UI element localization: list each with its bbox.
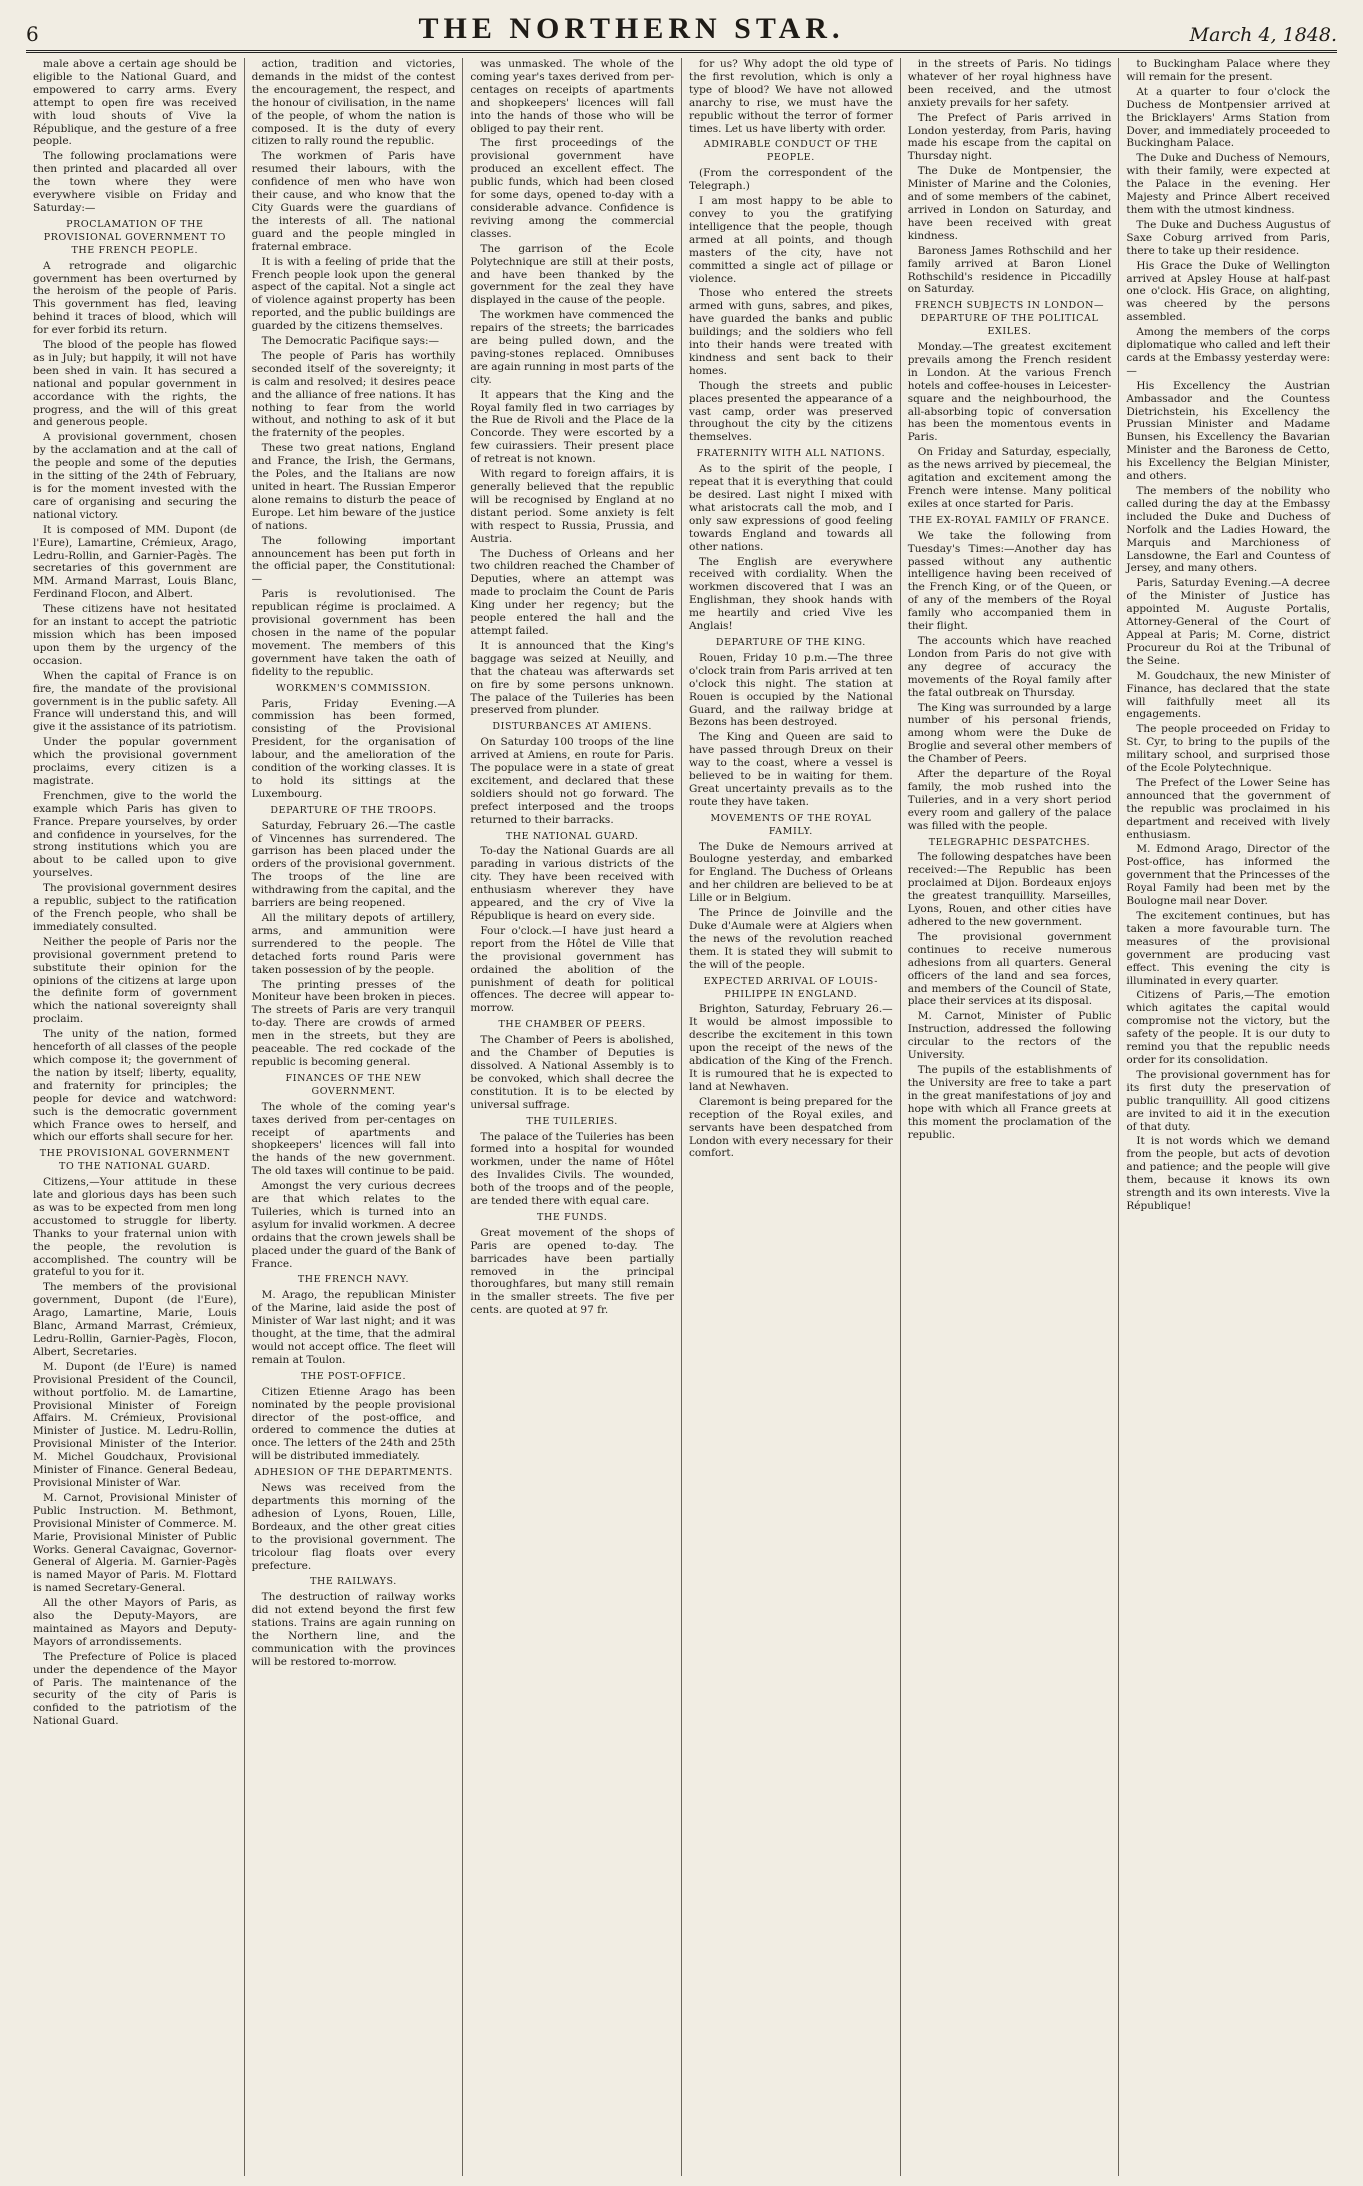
article-paragraph: The workmen of Paris have resumed their labours, with the confidence of men who have won their cause, and who know that the City Guards were the guardians of the interests of all. The national guard and the people mingled in fraternal embrace. — [251, 150, 456, 253]
masthead-rule — [26, 50, 1337, 53]
article-paragraph: The King and Queen are said to have passed through Dreux on their way to the coast, where a vessel is believed to be in waiting for them. Great uncertainty prevails as to the route they have taken. — [689, 731, 893, 808]
article-paragraph: Claremont is being prepared for the reception of the Royal exiles, and servants have been despatched from London with every necessary for their comfort. — [689, 1095, 893, 1160]
section-heading: THE CHAMBER OF PEERS. — [498, 1019, 646, 1031]
article-paragraph: The printing presses of the Moniteur have been broken in pieces. The streets of Paris are very tranquil to-day. There are crowds of armed men in the streets, but they are peaceable. The red cockade of the republic is becoming general. — [251, 978, 456, 1068]
article-paragraph: The provisional government continues to receive numerous adhesions from all quarters. General officers of the land and sea forces, and members of the Council of State, place their services at its disposal. — [907, 930, 1112, 1008]
article-paragraph: It is composed of MM. Dupont (de l'Eure), Lamartine, Crémieux, Arago, Ledru-Rollin, and Garnier-Pagès. The secretaries of this government are MM. Armand Marrast, Louis Blanc, Ferdinand Flocon, and Albert. — [33, 523, 237, 601]
article-paragraph: As to the spirit of the people, I repeat that it is everything that could be desired. Last night I mixed with what aristocrats call the mob, and I only saw expressions of good feeling towards England and towards all other nations. — [689, 463, 893, 553]
article-paragraph: We take the following from Tuesday's Times:—Another day has passed without any authentic intelligence having been received of the French King, or of the Queen, or of any of the members of the Royal family who accompanied them in their flight. — [907, 529, 1112, 633]
article-paragraph: The Duke de Nemours arrived at Boulogne yesterday, and embarked for England. The Duchess of Orleans and her children are believed to be at Lille or in Belgium. — [689, 840, 893, 905]
article-paragraph: The Chamber of Peers is abolished, and the Chamber of Deputies is dissolved. A National Assembly is to be convoked, which shall decree the constitution. It is to be elected by universal suffrage. — [470, 1034, 675, 1111]
article-paragraph: The provisional government desires a republic, subject to the ratification of the French people, who shall be immediately consulted. — [33, 882, 237, 933]
article-paragraph: to Buckingham Palace where they will remain for the present. — [1126, 58, 1331, 83]
section-heading: FRENCH SUBJECTS IN LONDON—DEPARTURE OF THE POLITICAL EXILES. — [914, 300, 1105, 338]
article-paragraph: The Prefect of Paris arrived in London yesterday, from Paris, having made his escape from the capital on Thursday night. — [907, 111, 1112, 163]
article-paragraph: for us? Why adopt the old type of the first revolution, which is only a type of blood? We have not allowed anarchy to rise, we must have the republic without the terror of former times. Let us have liberty with order. — [689, 58, 893, 135]
section-heading: ADMIRABLE CONDUCT OF THE PEOPLE. — [703, 139, 878, 164]
article-paragraph: Frenchmen, give to the world the example which Paris has given to France. Prepare yourselves, by order and confidence in yourselves, for the strong institutions which you are about to be called upon to give yourselves. — [33, 789, 237, 880]
masthead — [26, 10, 1337, 46]
article-paragraph: To-day the National Guards are all parading in various districts of the city. They have been received with enthusiasm wherever they have appeared, and the cry of Vive la République is heard on every side. — [470, 845, 675, 922]
article-paragraph: The Prefect of the Lower Seine has announced that the government of the republic was proclaimed in his department and received with lively enthusiasm. — [1126, 776, 1331, 841]
column-1 — [26, 58, 245, 2176]
article-paragraph: The members of the nobility who called during the day at the Embassy included the Duke and Duchess of Norfolk and the Ladies Howard, the Marquis and Marchioness of Lansdowne, the Earl and Countess of Jersey, and many others. — [1126, 485, 1331, 575]
article-paragraph: His Excellency the Austrian Ambassador and the Countess Dietrichstein, his Excellency the Prussian Minister and Madame Bunsen, his Excellency the Bavarian Minister and the Baroness de Cetto, his Excellency the Belgian Minister, and others. — [1126, 379, 1331, 483]
section-heading: DEPARTURE OF THE TROOPS. — [270, 804, 437, 816]
article-paragraph: Great movement of the shops of Paris are opened to-day. The barricades have been partially removed in the principal thoroughfares, but many still remain in the smaller streets. The five per cents. are quoted at 97 fr. — [470, 1226, 675, 1317]
article-paragraph: All the other Mayors of Paris, as also the Deputy-Mayors, are maintained as Mayors and Deputy-Mayors of arrondissements. — [33, 1597, 237, 1648]
section-heading: THE NATIONAL GUARD. — [505, 830, 639, 842]
article-paragraph: All the military depots of artillery, arms, and ammunition were surrendered to the people. The detached forts round Paris were taken possession of by the people. — [251, 912, 456, 976]
article-paragraph: The provisional government has for its first duty the preservation of public tranquillity. All good citizens are invited to aid it in the execution of that duty. — [1126, 1068, 1331, 1133]
article-paragraph: Citizen Etienne Arago has been nominated by the people provisional director of the post-office, and ordered to commence the duties at once. The letters of the 24th and 25th will be distributed immediately. — [251, 1385, 456, 1463]
article-paragraph: was unmasked. The whole of the coming year's taxes derived from per-centages on receipts of apartments and shopkeepers' licences will fall into the hands of those who will be obliged to pay their rent. — [470, 58, 675, 135]
article-paragraph: Brighton, Saturday, February 26.—It would be almost impossible to describe the excitement in this town upon the receipt of the news of the abdication of the King of the French. It is rumoured that he is expected to land at Newhaven. — [689, 1003, 893, 1093]
article-paragraph: The Prince de Joinville and the Duke d'Aumale were at Algiers when the news of the revolution reached them. It is stated they will submit to the will of the people. — [689, 907, 893, 971]
page-number: 6 — [26, 22, 39, 46]
article-paragraph: (From the correspondent of the Telegraph.) — [689, 167, 893, 193]
column-5 — [901, 58, 1120, 2176]
article-paragraph: M. Carnot, Provisional Minister of Public Instruction. M. Bethmont, Provisional Minister of Commerce. M. Marie, Provisional Minister of Public Works. General Cavaignac, Governor-General of Algeria. M. Garnier-Pagès is named Mayor of Paris. M. Flottard is named Secretary-General. — [33, 1491, 237, 1595]
article-paragraph: Paris is revolutionised. The republican régime is proclaimed. A provisional government has been chosen in the name of the popular movement. The members of this government have taken the oath of fidelity to the republic. — [251, 588, 456, 678]
article-paragraph: The people proceeded on Friday to St. Cyr, to bring to the pupils of the military school, and surprised those of the Ecole Polytechnique. — [1126, 723, 1331, 775]
section-heading: THE FUNDS. — [537, 1211, 608, 1223]
article-paragraph: At a quarter to four o'clock the Duchess de Montpensier arrived at the Bricklayers' Arms Station from Dover, and immediately proceeded to Buckingham Palace. — [1126, 85, 1331, 150]
article-paragraph: It appears that the King and the Royal family fled in two carriages by the Rue de Rivoli and the Place de la Concorde. They were escorted by a few cuirassiers. Their present place of retreat is not known. — [470, 388, 675, 466]
article-paragraph: M. Goudchaux, the new Minister of Finance, has declared that the state will faithfully meet all its engagements. — [1126, 669, 1331, 721]
section-heading: ADHESION OF THE DEPARTMENTS. — [254, 1467, 453, 1479]
section-heading: DISTURBANCES AT AMIENS. — [492, 721, 652, 733]
article-paragraph: After the departure of the Royal family, the mob rushed into the Tuileries, and in a very short period every room and gallery of the palace was filled with the people. — [907, 768, 1112, 832]
section-heading: THE PROVISIONAL GOVERNMENT TO THE NATIONAL GUARD. — [39, 1148, 230, 1173]
article-paragraph: The destruction of railway works did not extend beyond the first few stations. Trains are again running on the Northern line, and the communication with the provinces will be restored to-morrow. — [251, 1591, 456, 1668]
article-paragraph: The excitement continues, but has taken a more favourable turn. The measures of the provisional government are producing vast effect. This evening the city is illuminated in every quarter. — [1126, 910, 1331, 987]
article-paragraph: action, tradition and victories, demands in the midst of the contest the encouragement, the respect, and the honour of civilisation, in the name of the people, of whom the nation is composed. It is the duty of every citizen to rally round the republic. — [251, 58, 456, 148]
article-paragraph: Citizens,—Your attitude in these late and glorious days has been such as was to be expected from men long accustomed to struggle for liberty. Thanks to your fraternal union with the people, the revolution is accomplished. The country will be grateful to you for it. — [33, 1176, 237, 1279]
article-paragraph: Though the streets and public places presented the appearance of a vast camp, order was preserved throughout the city by the citizens themselves. — [689, 379, 893, 444]
article-columns — [26, 58, 1337, 2176]
article-paragraph: Monday.—The greatest excitement prevails among the French resident in London. At the various French hotels and coffee-houses in Leicester-square and the neighbourhood, the all-absorbing topic of conversation has been the momentous events in Paris. — [907, 341, 1112, 444]
article-paragraph: The garrison of the Ecole Polytechnique are still at their posts, and have been thanked by the government for the zeal they have displayed in the cause of the people. — [470, 242, 675, 307]
article-paragraph: The Duke and Duchess Augustus of Saxe Coburg arrived from Paris, there to take up their residence. — [1126, 218, 1331, 257]
article-paragraph: The Democratic Pacifique says:— — [261, 335, 439, 348]
article-paragraph: It is with a feeling of pride that the French people look upon the general aspect of the capital. Not a single act of violence against property has been reported, and the public buildings are guarded by the citizens themselves. — [251, 255, 456, 333]
article-paragraph: The Duke de Montpensier, the Minister of Marine and the Colonies, and of some members of the cabinet, arrived in London on Saturday, and have been received with great kindness. — [907, 165, 1112, 242]
column-6 — [1119, 58, 1337, 2176]
article-paragraph: The blood of the people has flowed as in July; but happily, it will not have been shed in vain. It has secured a national and popular government in accordance with the rights, the progress, and the will of this great and generous people. — [33, 339, 237, 429]
article-paragraph: M. Dupont (de l'Eure) is named Provisional President of the Council, without portfolio. M. de Lamartine, Provisional Minister of Foreign Affairs. M. Crémieux, Provisional Minister of Justice. M. Ledru-Rollin, Provisional Minister of the Interior. M. Michel Goudchaux, Provisional Minister of Finance. General Bedeau, Provisional Minister of War. — [33, 1360, 237, 1489]
article-paragraph: Amongst the very curious decrees are that which relates to the Tuileries, which is turned into an asylum for invalid workmen. A decree ordains that the crown jewels shall be placed under the guard of the Bank of France. — [251, 1180, 456, 1270]
article-paragraph: The Duchess of Orleans and her two children reached the Chamber of Deputies, where an attempt was made to proclaim the Count de Paris King under her regency; but the people entered the hall and the attempt failed. — [470, 547, 675, 637]
article-paragraph: The Prefecture of Police is placed under the dependence of the Mayor of Paris. The maintenance of the security of the city of Paris is confided to the patriotism of the National Guard. — [33, 1650, 237, 1728]
section-heading: THE RAILWAYS. — [310, 1576, 397, 1588]
column-2 — [245, 58, 464, 2176]
article-paragraph: A retrograde and oligarchic government has been overturned by the heroism of the people of Paris. This government has fled, leaving behind it traces of blood, which will for ever forbid its return. — [33, 259, 237, 337]
section-heading: THE TUILERIES. — [526, 1115, 618, 1127]
section-heading: EXPECTED ARRIVAL OF LOUIS-PHILIPPE IN ENGLAND. — [703, 975, 879, 1000]
article-paragraph: The accounts which have reached London from Paris do not give with any degree of accuracy the movements of the Royal family after the fatal outbreak on Thursday. — [907, 634, 1112, 699]
article-paragraph: The members of the provisional government, Dupont (de l'Eure), Arago, Lamartine, Marie, Louis Blanc, Armand Marrast, Crémieux, Ledru-Rollin, Garnier-Pagès, Flocon, Albert, Secretaries. — [33, 1281, 237, 1358]
article-paragraph: The King was surrounded by a large number of his personal friends, among whom were the Duke de Broglie and several other members of the Chamber of Peers. — [907, 701, 1112, 766]
article-paragraph: Four o'clock.—I have just heard a report from the Hôtel de Ville that the provisional government has ordained the abolition of the punishment of death for political offences. The decree will appear to-morrow. — [470, 924, 675, 1015]
article-paragraph: The following proclamations were then printed and placarded all over the town where they were everywhere visible on Friday and Saturday:— — [33, 150, 237, 214]
article-paragraph: The following important announcement has been put forth in the official paper, the Constitutional:— — [251, 534, 456, 586]
section-heading: DEPARTURE OF THE KING. — [715, 636, 866, 648]
column-4 — [682, 58, 901, 2176]
article-paragraph: M. Carnot, Minister of Public Instruction, addressed the following circular to the rectors of the University. — [907, 1010, 1112, 1062]
article-paragraph: M. Arago, the republican Minister of the Marine, laid aside the post of Minister of War last night; and it was thought, at the time, that the admiral would not accept office. The fleet will remain at Toulon. — [251, 1289, 456, 1366]
article-paragraph: The whole of the coming year's taxes derived from per-centages on receipt of apartments and shopkeepers' licences will fall into the hands of the new government. The old taxes will continue to be paid. — [251, 1100, 456, 1178]
article-paragraph: I am most happy to be able to convey to you the gratifying intelligence that the people, though armed at all points, and though masters of the city, have not committed a single act of pillage or violence. — [689, 195, 893, 285]
article-paragraph: Among the members of the corps diplomatique who called and left their cards at the Embassy yesterday were:— — [1126, 326, 1331, 377]
article-paragraph: Neither the people of Paris nor the provisional government pretend to substitute their opinion for the opinions of the citizens at large upon the definite form of government which the national sovereignty shall proclaim. — [33, 935, 237, 1026]
article-paragraph: Under the popular government which the provisional government proclaims, every citizen is a magistrate. — [33, 736, 237, 787]
article-paragraph: Paris, Saturday Evening.—A decree of the Minister of Justice has appointed M. Auguste Portalis, Attorney-General of the Court of Appeal at Paris; M. Corne, district Procureur du Roi at the Tribunal of the Seine. — [1126, 577, 1331, 667]
article-paragraph: The workmen have commenced the repairs of the streets; the barricades are being pulled down, and the paving-stones replaced. Omnibuses are again running in most parts of the city. — [470, 309, 675, 386]
column-3 — [463, 58, 682, 2176]
article-paragraph: M. Edmond Arago, Director of the Post-office, has informed the government that the Princesses of the Royal Family had been met by the Boulogne mail near Dover. — [1126, 843, 1331, 908]
section-heading: THE POST-OFFICE. — [300, 1370, 407, 1382]
newspaper-title: THE NORTHERN STAR. — [418, 12, 845, 45]
article-paragraph: Saturday, February 26.—The castle of Vincennes has surrendered. The garrison has been placed under the orders of the provisional government. The troops of the line are withdrawing from the capital, and the barriers are being reopened. — [251, 819, 456, 910]
section-heading: FINANCES OF THE NEW GOVERNMENT. — [285, 1072, 422, 1097]
article-paragraph: The following despatches have been received:—The Republic has been proclaimed at Dijon. Bordeaux enjoys the greatest tranquillity. Marseilles, Lyons, Rouen, and other cities have adhered to the new government. — [907, 851, 1112, 928]
article-paragraph: On Saturday 100 troops of the line arrived at Amiens, en route for Paris. The populace were in a state of great excitement, and declared that these soldiers should not go forward. The prefect interposed and the troops returned to their barracks. — [470, 736, 675, 826]
article-paragraph: The Duke and Duchess of Nemours, with their family, were expected at the Palace in the evening. Her Majesty and Prince Albert received them with the utmost kindness. — [1126, 152, 1331, 216]
article-paragraph: Citizens of Paris,—The emotion which agitates the capital would compromise not the victory, but the safety of the people. It is our duty to remind you that the republic needs order for its consolidation. — [1126, 989, 1331, 1066]
article-paragraph: The people of Paris has worthily seconded itself of the sovereignty; it is calm and resolved; it desires peace and the alliance of free nations. It has nothing to fear from the world without, and nothing to ask of it but the fraternity of the peoples. — [251, 349, 456, 440]
article-paragraph: The English are everywhere received with cordiality. When the workmen discovered that I was an Englishman, they shook hands with me heartily and cried Vive les Anglais! — [689, 555, 893, 633]
section-heading: WORKMEN'S COMMISSION. — [276, 682, 431, 694]
section-heading: PROCLAMATION OF THE PROVISIONAL GOVERNMENT TO THE FRENCH PEOPLE. — [43, 218, 226, 256]
section-heading: MOVEMENTS OF THE ROYAL FAMILY. — [710, 812, 872, 837]
article-paragraph: It is announced that the King's baggage was seized at Neuilly, and that the chateau was afterwards set on fire by some persons unknown. The palace of the Tuileries has been preserved from plunder. — [470, 639, 675, 717]
section-heading: FRATERNITY WITH ALL NATIONS. — [696, 448, 886, 460]
article-paragraph: It is not words which we demand from the people, but acts of devotion and patience; and the people will give them, because it knows its own strength and its own interests. Vive la République! — [1126, 1135, 1331, 1212]
article-paragraph: A provisional government, chosen by the acclamation and at the call of the people and some of the deputies in the sitting of the 24th of February, is for the moment invested with the care of organising and securing the national victory. — [33, 431, 237, 521]
article-paragraph: These citizens have not hesitated for an instant to accept the patriotic mission which has been imposed upon them by the urgency of the occasion. — [33, 603, 237, 667]
article-paragraph: The palace of the Tuileries has been formed into a hospital for wounded workmen, under the name of Hôtel des Invalides Civils. The wounded, both of the troops and of the people, are tended there with equal care. — [470, 1130, 675, 1208]
article-paragraph: male above a certain age should be eligible to the National Guard, and empowered to carry arms. Every attempt to open fire was received with loud shouts of Vive la République, and the gesture of a free people. — [33, 58, 237, 148]
article-paragraph: Baroness James Rothschild and her family arrived at Baron Lionel Rothschild's residence in Piccadilly on Saturday. — [907, 244, 1112, 296]
article-paragraph: The pupils of the establishments of the University are free to take a part in the great manifestations of joy and hope with which all France greets at this moment the proclamation of the republic. — [907, 1063, 1112, 1141]
issue-date: March 4, 1848. — [1189, 24, 1337, 46]
article-paragraph: News was received from the departments this morning of the adhesion of Lyons, Rouen, Lille, Bordeaux, and the other great cities to the provisional government. The tricolour flag floats over every prefecture. — [251, 1482, 456, 1572]
article-paragraph: His Grace the Duke of Wellington arrived at Apsley House at half-past one o'clock. His Grace, on alighting, was cheered by the persons assembled. — [1126, 259, 1331, 324]
article-paragraph: Those who entered the streets armed with guns, sabres, and pikes, have guarded the banks and public buildings; and the soldiers who fell into their hands were treated with kindness and sent back to their homes. — [689, 287, 893, 377]
article-paragraph: These two great nations, England and France, the Irish, the Germans, the Poles, and the Italians are now united in heart. The Russian Emperor alone remains to disturb the peace of Europe. Let him beware of the justice of nations. — [251, 442, 456, 532]
article-paragraph: On Friday and Saturday, especially, as the news arrived by piecemeal, the agitation and excitement among the French were intense. Many political exiles at once started for Paris. — [907, 446, 1112, 510]
section-heading: THE FRENCH NAVY. — [297, 1274, 410, 1286]
article-paragraph: With regard to foreign affairs, it is generally believed that the republic will be recognised by England at no distant period. Some anxiety is felt with respect to Russia, Prussia, and Austria. — [470, 468, 675, 545]
article-paragraph: The first proceedings of the provisional government have produced an excellent effect. The public funds, which had been closed for some days, opened to-day with a considerable advance. Confidence is reviving among the commercial classes. — [470, 137, 675, 240]
article-paragraph: in the streets of Paris. No tidings whatever of her royal highness have been received, and the utmost anxiety prevails for her safety. — [907, 58, 1112, 109]
article-paragraph: Rouen, Friday 10 p.m.—The three o'clock train from Paris arrived at ten o'clock this night. The station at Rouen is occupied by the National Guard, and the railway bridge at Bezons has been destroyed. — [689, 651, 893, 729]
article-paragraph: Paris, Friday Evening.—A commission has been formed, consisting of the Provisional President, for the organisation of labour, and the amelioration of the condition of the working classes. It is to hold its sittings at the Luxembourg. — [251, 697, 456, 800]
article-paragraph: When the capital of France is on fire, the mandate of the provisional government is in the public safety. All France will understand this, and will give it the assistance of its patriotism. — [33, 669, 237, 734]
section-heading: TELEGRAPHIC DESPATCHES. — [928, 836, 1091, 848]
article-paragraph: The unity of the nation, formed henceforth of all classes of the people which compose it; the government of the nation by itself; liberty, equality, and fraternity for principles; the people for device and watchword: such is the democratic government which France owes to herself, and which our efforts shall secure for her. — [33, 1028, 237, 1144]
section-heading: THE EX-ROYAL FAMILY OF FRANCE. — [909, 514, 1110, 526]
